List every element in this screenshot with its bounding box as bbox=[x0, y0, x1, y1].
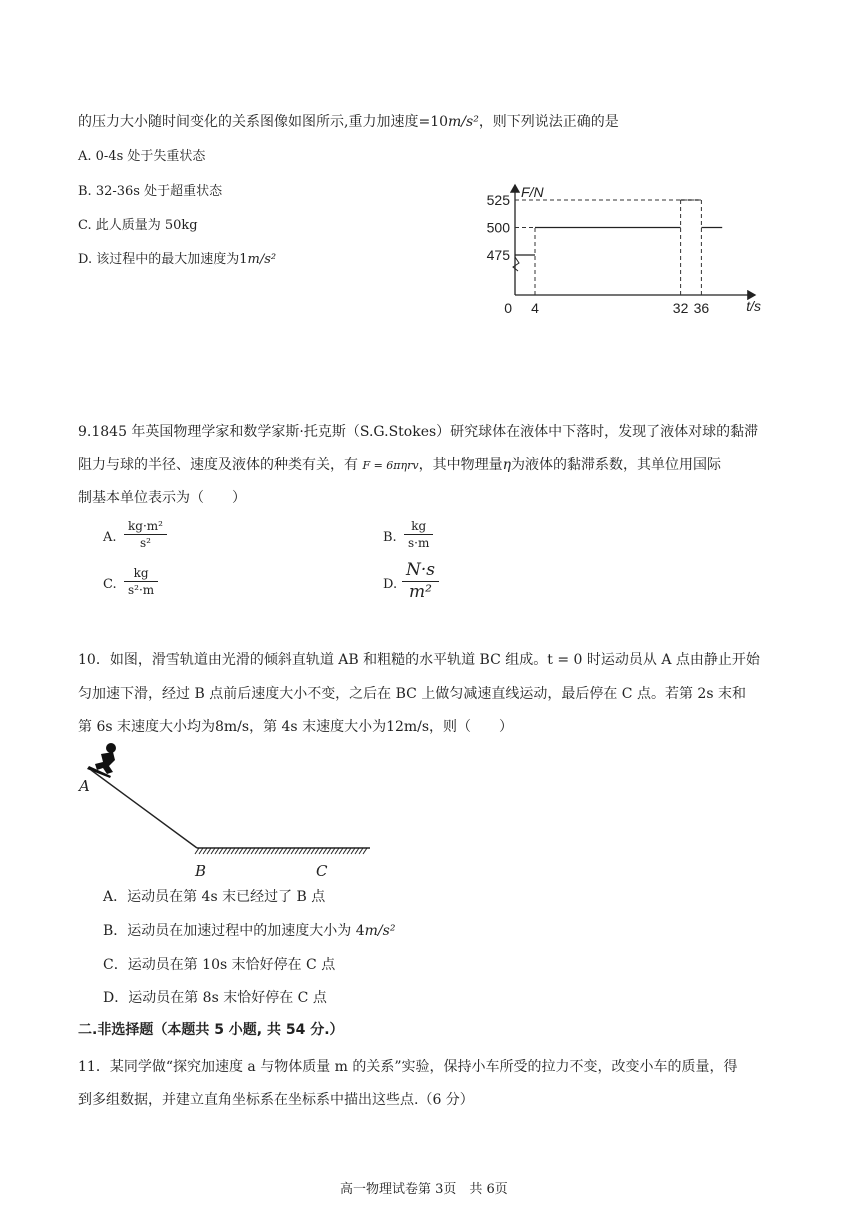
hatch-mark bbox=[307, 848, 311, 854]
hatch-mark bbox=[303, 848, 307, 854]
hatch-mark bbox=[363, 848, 367, 854]
track-ab bbox=[91, 770, 197, 848]
y-tick-475: 475 bbox=[486, 247, 510, 263]
hatch-mark bbox=[279, 848, 283, 854]
q9-line2 bbox=[78, 455, 721, 476]
q11-line2: 到多组数据，并建立直角坐标系在坐标系中描出这些点.（6 分） bbox=[78, 1092, 474, 1108]
chart-labels bbox=[487, 184, 761, 316]
q8-option-d[interactable] bbox=[78, 250, 276, 270]
q8-option-a[interactable]: A. 0-4s 处于失重状态 bbox=[78, 149, 206, 164]
hatch-mark bbox=[231, 848, 235, 854]
y-tick-500: 500 bbox=[486, 219, 510, 236]
q8-stem-prefix: 的压力大小随时间变化的关系图像如图所示,重力加速度= bbox=[78, 114, 431, 130]
y-axis-break bbox=[513, 257, 519, 271]
hatch-mark bbox=[199, 848, 203, 854]
q9-line2-a: 阻力与球的半径、速度及液体的种类有关，有 bbox=[78, 457, 358, 473]
hatch-mark bbox=[271, 848, 275, 854]
chart-series bbox=[515, 200, 722, 255]
q8-option-b[interactable]: B. 32-36s 处于超重状态 bbox=[78, 184, 223, 199]
hatch-mark bbox=[327, 848, 331, 854]
y-axis-label: F/N bbox=[521, 184, 544, 200]
q8-option-c[interactable]: C. 此人质量为 50kg bbox=[78, 218, 198, 233]
hatch-mark bbox=[331, 848, 335, 854]
q9-option-a-num: kg·m² bbox=[124, 518, 167, 535]
hatch-mark bbox=[219, 848, 223, 854]
track-bc-hatching bbox=[195, 848, 367, 854]
point-b-label: B bbox=[195, 862, 207, 880]
x-tick-36: 36 bbox=[693, 300, 710, 316]
hatch-mark bbox=[351, 848, 355, 854]
q9-line2-c: 为液体的黏滞系数，其单位用国际 bbox=[510, 457, 721, 473]
q9-option-c-label[interactable]: C. bbox=[103, 577, 117, 592]
hatch-mark bbox=[267, 848, 271, 854]
hatch-mark bbox=[243, 848, 247, 854]
q10-line1: 10．如图，滑雪轨道由光滑的倾斜直轨道 AB 和粗糙的水平轨道 BC 组成。t = 0 时运动员从 A 点由静止开始 bbox=[78, 652, 760, 668]
hatch-mark bbox=[311, 848, 315, 854]
hatch-mark bbox=[287, 848, 291, 854]
hatch-mark bbox=[319, 848, 323, 854]
hatch-mark bbox=[347, 848, 351, 854]
q10-option-b[interactable] bbox=[103, 921, 395, 941]
q8-g-value: 10 bbox=[430, 114, 449, 130]
x-tick-4: 4 bbox=[531, 300, 539, 316]
hatch-mark bbox=[255, 848, 259, 854]
hatch-mark bbox=[359, 848, 363, 854]
q9-option-c-den: s²·m bbox=[128, 583, 155, 597]
hatch-mark bbox=[335, 848, 339, 854]
section-2-title: 二.非选择题（本题共 5 小题, 共 54 分.） bbox=[78, 1022, 344, 1038]
q10-line3: 第 6s 末速度大小均为8m/s，第 4s 末速度大小为12m/s，则（ ） bbox=[78, 719, 514, 735]
q10-option-a[interactable]: A．运动员在第 4s 末已经过了 B 点 bbox=[103, 889, 326, 905]
hatch-mark bbox=[263, 848, 267, 854]
q9-option-d-fraction[interactable] bbox=[402, 560, 439, 603]
y-tick-525: 525 bbox=[486, 192, 510, 208]
hatch-mark bbox=[339, 848, 343, 854]
q10-line2: 匀加速下滑，经过 B 点前后速度大小不变，之后在 BC 上做匀减速直线运动，最后停在 C 点。若第 2s 末和 bbox=[78, 686, 746, 702]
q11-line1: 11．某同学做“探究加速度 a 与物体质量 m 的关系”实验，保持小车所受的拉力不变，改变小车的质量，得 bbox=[78, 1059, 738, 1075]
hatch-mark bbox=[211, 848, 215, 854]
q8-stem bbox=[78, 112, 619, 132]
hatch-mark bbox=[251, 848, 255, 854]
hatch-mark bbox=[227, 848, 231, 854]
hatch-mark bbox=[195, 848, 199, 854]
hatch-mark bbox=[299, 848, 303, 854]
q9-option-b-label[interactable]: B. bbox=[383, 530, 397, 545]
page-footer: 高一物理试卷第 3页 共 6页 bbox=[340, 1182, 508, 1197]
q9-option-b-den: s·m bbox=[408, 536, 430, 550]
q9-eta: η bbox=[502, 457, 511, 473]
q9-line3: 制基本单位表示为（ ） bbox=[78, 490, 246, 506]
q9-option-b-fraction[interactable] bbox=[404, 518, 433, 551]
q9-line1: 9.1845 年英国物理学家和数学家斯·托克斯（S.G.Stokes）研究球体在液体中下落时，发现了液体对球的黏滞 bbox=[78, 424, 759, 440]
q8-g-unit: m/s² bbox=[448, 114, 479, 130]
q10-option-d[interactable]: D．运动员在第 8s 末恰好停在 C 点 bbox=[103, 990, 327, 1006]
hatch-mark bbox=[215, 848, 219, 854]
hatch-mark bbox=[247, 848, 251, 854]
hatch-mark bbox=[207, 848, 211, 854]
x-axis-label: t/s bbox=[746, 298, 761, 314]
q9-option-b-num: kg bbox=[404, 518, 433, 535]
q8-option-d-unit: m/s² bbox=[247, 252, 277, 267]
hatch-mark bbox=[323, 848, 327, 854]
q9-option-c-num: kg bbox=[124, 565, 158, 582]
q9-option-a-den: s² bbox=[140, 536, 151, 550]
q9-option-c-fraction[interactable] bbox=[124, 565, 158, 598]
q9-option-d-den: m² bbox=[409, 582, 432, 602]
hatch-mark bbox=[239, 848, 243, 854]
hatch-mark bbox=[291, 848, 295, 854]
chart-axes bbox=[513, 185, 755, 295]
force-time-chart bbox=[475, 175, 775, 325]
hatch-mark bbox=[203, 848, 207, 854]
x-tick-0: 0 bbox=[504, 300, 512, 316]
hatch-mark bbox=[259, 848, 263, 854]
point-c-label: C bbox=[316, 862, 328, 880]
q9-formula: F = 6πηrv bbox=[362, 459, 419, 472]
hatch-mark bbox=[223, 848, 227, 854]
hatch-mark bbox=[295, 848, 299, 854]
point-a-label: A bbox=[79, 777, 90, 795]
hatch-mark bbox=[283, 848, 287, 854]
hatch-mark bbox=[355, 848, 359, 854]
q8-option-d-prefix: D. 该过程中的最大加速度为 bbox=[78, 252, 240, 267]
hatch-mark bbox=[343, 848, 347, 854]
skier-figure bbox=[87, 743, 116, 778]
q9-option-a-fraction[interactable] bbox=[124, 518, 167, 551]
hatch-mark bbox=[315, 848, 319, 854]
q8-stem-suffix: ，则下列说法正确的是 bbox=[478, 114, 619, 130]
q8-option-d-value: 1 bbox=[239, 252, 248, 267]
ski-track-diagram bbox=[75, 740, 385, 880]
x-tick-32: 32 bbox=[672, 300, 689, 316]
q10-option-c[interactable]: C．运动员在第 10s 末恰好停在 C 点 bbox=[103, 957, 336, 973]
q10-option-b-prefix: B．运动员在加速过程中的加速度大小为 4 bbox=[103, 923, 365, 939]
hatch-mark bbox=[235, 848, 239, 854]
chart-guides bbox=[515, 200, 701, 295]
q9-option-a-label[interactable]: A. bbox=[103, 530, 117, 545]
q10-option-b-unit: m/s² bbox=[364, 923, 396, 939]
q9-line2-b: ，其中物理量 bbox=[418, 457, 503, 473]
q9-option-d-num: N·s bbox=[402, 560, 439, 582]
q9-option-d-label[interactable]: D. bbox=[383, 577, 398, 592]
hatch-mark bbox=[275, 848, 279, 854]
